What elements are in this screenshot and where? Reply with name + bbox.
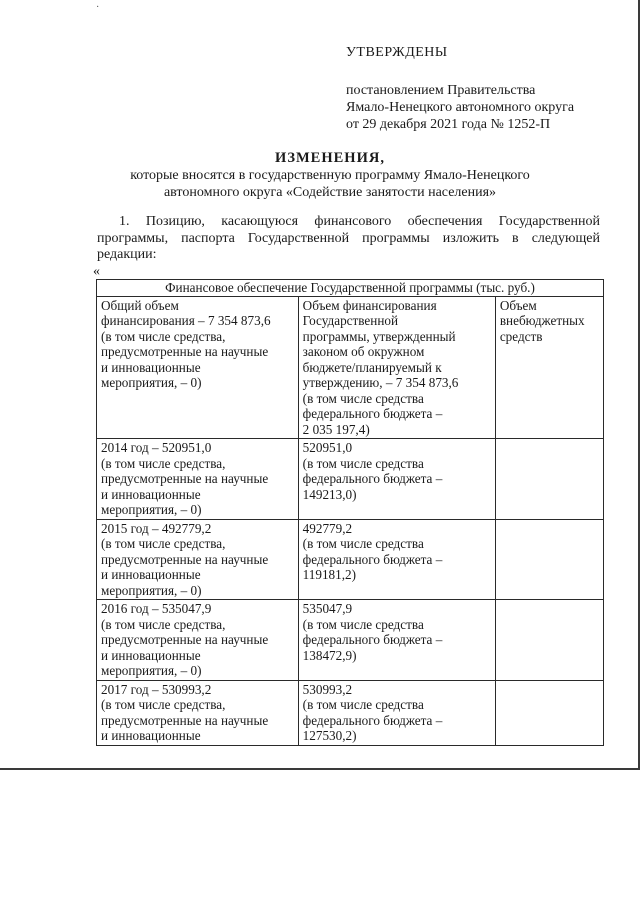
cell-text-line: Общий объем (101, 297, 179, 313)
scan-mark: · (96, 2, 100, 13)
cell-text-line: Объем финансирования (302, 297, 437, 313)
cell-text-line: 149213,0) (302, 486, 357, 502)
cell-text-line: 2016 год – 535047,9 (101, 601, 212, 616)
cell-text-line: (в том числе средства, (101, 616, 226, 632)
table-cell-c3 (495, 296, 603, 439)
cell-text-line: федерального бюджета – (302, 712, 443, 728)
cell-text-line: утверждению, – 7 354 873,6 (302, 375, 459, 390)
approval-block (346, 44, 616, 133)
approval-line: Ямало-Ненецкого автономного округа (346, 100, 575, 115)
cell-text-line: 2014 год – 520951,0 (101, 440, 212, 455)
cell-text-line: предусмотренные на научные (101, 551, 269, 567)
cell-text-line: (в том числе средства, (101, 455, 226, 471)
table-cell-c2 (298, 680, 495, 745)
opening-quote: « (93, 264, 100, 279)
cell-text-line: предусмотренные на научные (101, 712, 269, 728)
cell-text-line: и инновационные (101, 359, 201, 375)
cell-text-line: Государственной (302, 313, 399, 328)
cell-text-line: 535047,9 (302, 601, 353, 616)
cell-text-line: средств (499, 328, 543, 344)
cell-text-line: (в том числе средства (302, 697, 424, 712)
title-main: ИЗМЕНЕНИЯ, (275, 150, 385, 166)
table-header: Финансовое обеспечение Государственной программы (тыс. руб.) (97, 280, 604, 297)
cell-text-line: мероприятия, – 0) (101, 375, 202, 390)
cell-text-line: предусмотренные на научные (101, 471, 269, 486)
cell-text-line: и инновационные (101, 486, 201, 502)
table-row (97, 439, 604, 520)
table-row (97, 600, 604, 681)
title-subtitle: автономного округа «Содействие занятости населения» (163, 185, 497, 200)
cell-text-line: финансирования – 7 354 873,6 (101, 313, 271, 328)
cell-text-line: (в том числе средства, (101, 697, 226, 712)
cell-text-line: 2017 год – 530993,2 (101, 681, 212, 697)
table-row (97, 519, 604, 600)
cell-text-line: федерального бюджета – (302, 632, 443, 647)
table-cell-c1 (97, 680, 299, 745)
cell-text-line: 492779,2 (302, 520, 353, 536)
cell-text-line: и инновационные (101, 728, 201, 743)
cell-text-line: (в том числе средства (302, 390, 424, 406)
approval-line: постановлением Правительства (346, 83, 536, 98)
cell-text-line: бюджете/планируемый к (302, 359, 442, 375)
table-cell-c2 (298, 439, 495, 520)
table-cell-c2 (298, 600, 495, 681)
cell-text-line: программы, утвержденный (302, 328, 456, 344)
table-cell-c3 (495, 600, 603, 681)
cell-text-line: предусмотренные на научные (101, 344, 269, 359)
cell-text-line: и инновационные (101, 567, 201, 582)
cell-text-line: 127530,2) (302, 728, 357, 743)
cell-text-line: 520951,0 (302, 440, 353, 455)
table-cell-c1 (97, 600, 299, 681)
table-cell-c1 (97, 519, 299, 600)
table-cell-c3 (495, 680, 603, 745)
table-cell-c2 (298, 519, 495, 600)
document-title (120, 150, 540, 201)
cell-text-line: предусмотренные на научные (101, 632, 269, 647)
cell-text-line: (в том числе средства, (101, 536, 226, 551)
cell-text-line: (в том числе средства, (101, 328, 226, 344)
financing-table (96, 279, 604, 746)
cell-text-line: 530993,2 (302, 681, 353, 697)
table-cell-c1 (97, 296, 299, 439)
cell-text-line: мероприятия, – 0) (101, 663, 202, 678)
cell-text-line: внебюджетных (499, 313, 585, 328)
cell-text-line: 2 035 197,4) (302, 421, 370, 437)
approval-heading: УТВЕРЖДЕНЫ (346, 45, 448, 60)
cell-text-line: мероприятия, – 0) (101, 502, 202, 517)
table-body (97, 296, 604, 745)
cell-text-line: 119181,2) (302, 567, 357, 582)
title-subtitle: которые вносятся в государственную программу Ямало-Ненецкого (130, 168, 530, 183)
table-cell-c3 (495, 519, 603, 600)
cell-text-line: федерального бюджета – (302, 406, 443, 421)
body-paragraph (97, 214, 600, 264)
cell-text-line: законом об окружном (302, 344, 425, 359)
table-cell-c1 (97, 439, 299, 520)
table-row (97, 680, 604, 745)
cell-text-line: 2015 год – 492779,2 (101, 520, 212, 536)
cell-text-line: и инновационные (101, 647, 201, 663)
cell-text-line: федерального бюджета – (302, 471, 443, 486)
cell-text-line: Объем (499, 297, 537, 313)
cell-text-line: федерального бюджета – (302, 551, 443, 567)
paragraph-text: 1. Позицию, касающуюся финансового обеспечения Государственной программы, паспорта Государственной программы изложить в следующей редакции: (97, 214, 600, 262)
table-row (97, 296, 604, 439)
cell-text-line: (в том числе средства (302, 455, 424, 471)
table-cell-c3 (495, 439, 603, 520)
approval-line: от 29 декабря 2021 года № 1252-П (346, 117, 551, 132)
cell-text-line: мероприятия, – 0) (101, 582, 202, 598)
table-header-row (97, 280, 604, 297)
cell-text-line: 138472,9) (302, 647, 357, 663)
table-cell-c2 (298, 296, 495, 439)
cell-text-line: (в том числе средства (302, 536, 424, 551)
cell-text-line: (в том числе средства (302, 616, 424, 632)
